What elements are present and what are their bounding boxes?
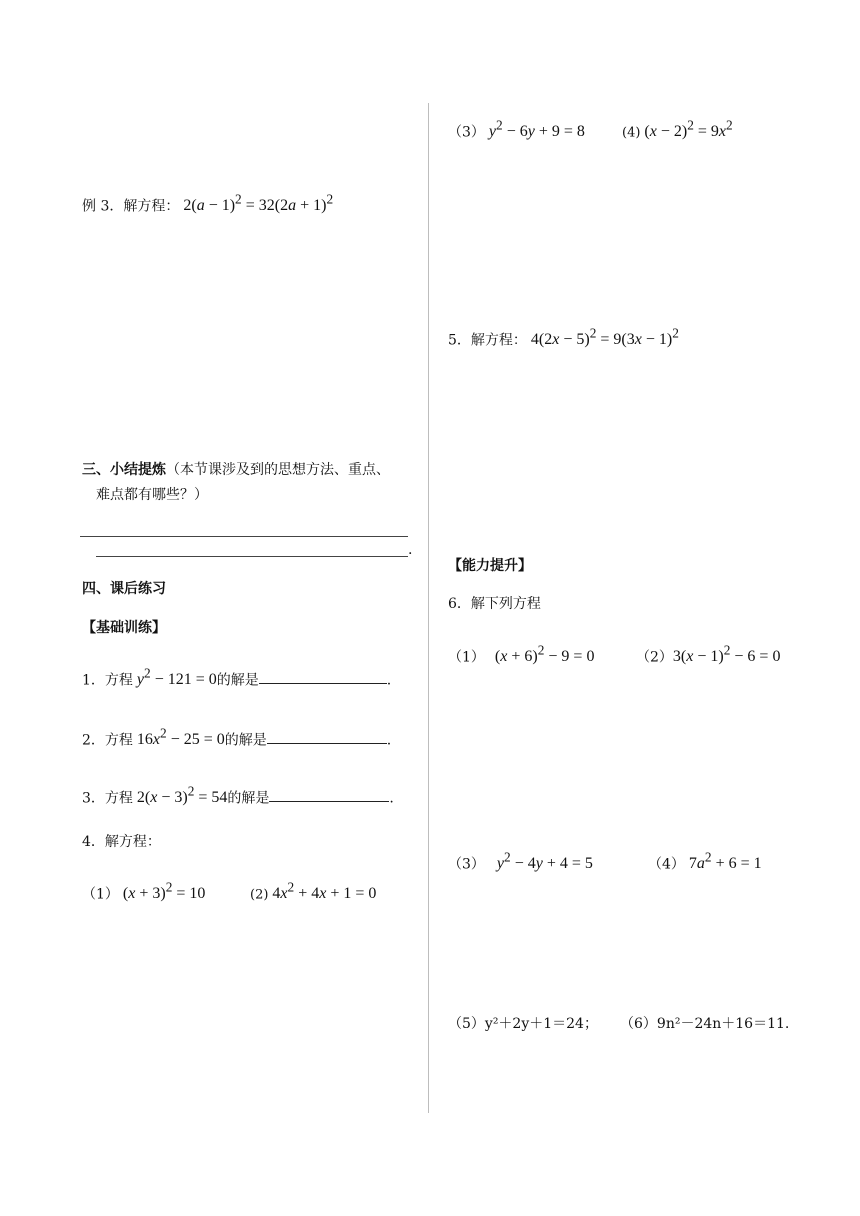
question-1-end: . [386, 672, 392, 689]
question-2-suffix: 的解是 [224, 732, 267, 749]
question-4-1-equation: $(x + 3)^2 = 10$ [122, 880, 206, 903]
question-6-4-label: （4） [648, 856, 685, 873]
question-2-prefix: 2．方程 [82, 732, 133, 749]
question-4-3-label: （3） [448, 124, 485, 141]
question-1 [82, 664, 391, 690]
question-6-3-label: （3） [448, 856, 485, 873]
question-6-label: 6．解下列方程 [448, 596, 541, 612]
question-3-suffix: 的解是 [227, 790, 270, 807]
answer-line-2 [96, 556, 408, 557]
question-4-3 [448, 116, 585, 142]
practice-heading: 四、课后练习 [82, 581, 166, 597]
question-4-1-label: （1） [82, 886, 119, 903]
question-6-6: （6）9n²－24n＋16＝11. [620, 1016, 790, 1032]
question-6-2-equation: $3(x - 1)^2 - 6 = 0$ [672, 643, 781, 666]
summary-heading: 三、小结提炼 [82, 462, 166, 478]
question-5 [448, 324, 679, 350]
question-1-equation: $y^2 - 121 = 0$ [136, 666, 217, 689]
question-4-4 [622, 116, 733, 143]
question-6-3 [448, 848, 593, 874]
question-4-4-equation: $(x - 2)^2 = 9x^2$ [644, 118, 733, 141]
question-3-blank[interactable] [269, 787, 389, 802]
column-divider [428, 103, 429, 1113]
question-3-equation: $2(x - 3)^2 = 54$ [136, 784, 228, 807]
question-4-4-label: (4) [622, 125, 641, 141]
example-3-equation: $2(a - 1)^2 = 32(2a + 1)^2$ [183, 192, 334, 215]
basic-training-heading: 【基础训练】 [82, 620, 166, 636]
ability-heading: 【能力提升】 [448, 558, 532, 574]
question-6-2 [636, 641, 780, 667]
summary-text-2: 难点都有哪些？） [96, 487, 208, 503]
question-3-end: . [389, 790, 394, 807]
question-6-2-label: （2） [636, 649, 673, 666]
question-1-suffix: 的解是 [216, 672, 259, 689]
question-4-2 [250, 878, 376, 905]
question-2 [82, 724, 391, 750]
question-4-3-equation: $y^2 - 6y + 9 = 8$ [488, 118, 585, 141]
question-1-prefix: 1．方程 [82, 672, 133, 689]
summary-text-2-row [96, 485, 208, 505]
answer-line-end: . [408, 542, 413, 558]
question-5-label: 5．解方程： [448, 332, 527, 349]
question-6-4 [648, 848, 762, 874]
question-2-end: . [386, 732, 392, 749]
answer-line-1 [80, 536, 408, 537]
question-2-blank[interactable] [267, 729, 387, 744]
example-3-label: 例 3．解方程： [82, 198, 180, 215]
question-4-1 [82, 878, 205, 904]
question-4-label: 4．解方程： [82, 834, 161, 850]
question-2-equation: $16x^2 - 25 = 0$ [136, 726, 225, 749]
question-4-2-label: (2) [250, 887, 269, 903]
question-5-equation: $4(2x - 5)^2 = 9(3x - 1)^2$ [530, 326, 679, 349]
question-6-4-equation: $7a^2 + 6 = 1$ [688, 850, 762, 873]
question-3-prefix: 3．方程 [82, 790, 133, 807]
summary-section [82, 460, 390, 480]
summary-text-1: （本节课涉及到的思想方法、重点、 [166, 462, 390, 478]
question-6-3-equation: $y^2 - 4y + 4 = 5$ [496, 850, 593, 873]
example-3 [82, 190, 333, 216]
question-6-1-label: （1） [448, 649, 485, 666]
question-3 [82, 782, 394, 808]
question-6-1 [448, 641, 594, 667]
question-6-5: （5）y²＋2y＋1＝24； [448, 1016, 598, 1032]
question-4-2-equation: $4x^2 + 4x + 1 = 0$ [272, 880, 377, 903]
question-6-1-equation: $(x + 6)^2 - 9 = 0$ [494, 643, 595, 666]
question-1-blank[interactable] [259, 669, 387, 684]
